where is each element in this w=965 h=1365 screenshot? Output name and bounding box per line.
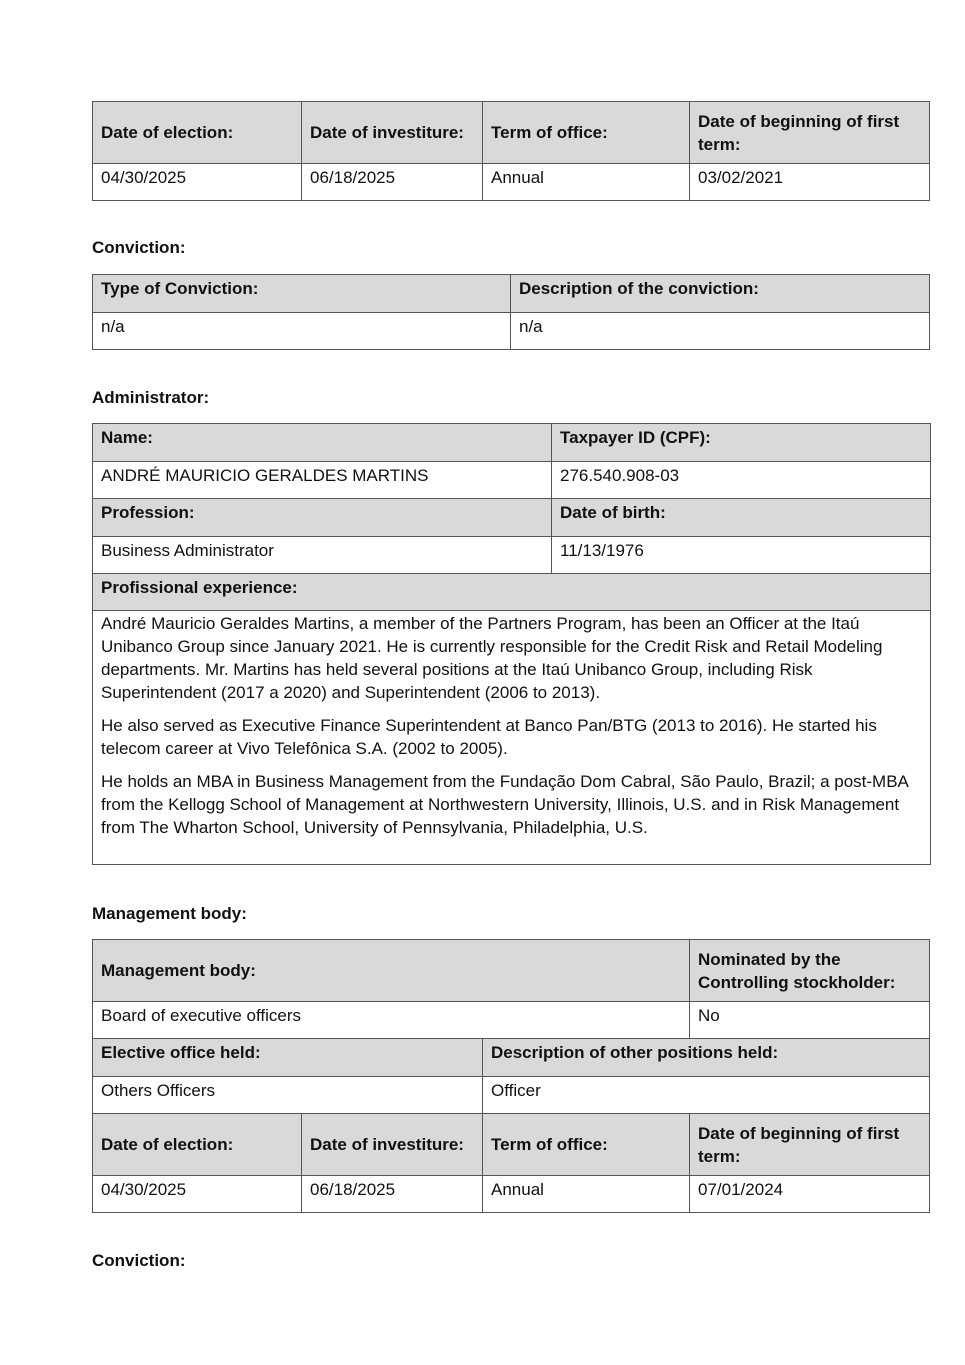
election-date-value: 04/30/2025	[93, 164, 302, 201]
experience-paragraph: He also served as Executive Finance Superintendent at Banco Pan/BTG (2013 to 2016). He started his telecom career at Vivo Telefônica S.A. (2002 to 2005).	[101, 716, 877, 758]
first-term-date-value: 03/02/2021	[690, 164, 930, 201]
date-of-birth-value: 11/13/1976	[552, 537, 931, 574]
first-term-date-value: 07/01/2024	[690, 1176, 930, 1213]
investiture-date-value: 06/18/2025	[302, 1176, 483, 1213]
election-date-value: 04/30/2025	[93, 1176, 302, 1213]
conviction-section-label: Conviction:	[92, 1251, 186, 1270]
term-table-1	[92, 101, 930, 201]
management-table	[92, 939, 930, 1213]
cpf-header: Taxpayer ID (CPF):	[552, 424, 931, 462]
conviction-type-header: Type of Conviction:	[93, 275, 511, 313]
management-body-value: Board of executive officers	[93, 1002, 690, 1039]
management-section-label: Management body:	[92, 904, 247, 923]
experience-text	[93, 611, 931, 865]
conviction-section-label: Conviction:	[92, 238, 186, 257]
elective-office-header: Elective office held:	[93, 1039, 483, 1077]
date-of-birth-header: Date of birth:	[552, 499, 931, 537]
election-date-header: Date of election:	[93, 102, 302, 164]
election-date-header: Date of election:	[93, 1114, 302, 1176]
conviction-table	[92, 274, 930, 350]
management-body-header: Management body:	[93, 940, 690, 1002]
name-header: Name:	[93, 424, 552, 462]
term-of-office-header: Term of office:	[483, 102, 690, 164]
experience-paragraph: André Mauricio Geraldes Martins, a member of the Partners Program, has been an Officer at the Itaú Unibanco Group since January 2021. He is currently responsible for the Credit Risk and Retail Modeling departments. Mr. Martins has held several positions at the Itaú Unibanco Group, including Risk Superintendent (2017 a 2020) and Superintendent (2006 to 2013).	[101, 614, 883, 702]
conviction-type-value: n/a	[93, 313, 511, 350]
nominated-header: Nominated by the Controlling stockholder:	[690, 940, 930, 1002]
term-of-office-header: Term of office:	[483, 1114, 690, 1176]
other-positions-value: Officer	[483, 1077, 930, 1114]
profession-value: Business Administrator	[93, 537, 552, 574]
other-positions-header: Description of other positions held:	[483, 1039, 930, 1077]
investiture-date-value: 06/18/2025	[302, 164, 483, 201]
conviction-description-header: Description of the conviction:	[511, 275, 930, 313]
administrator-table	[92, 423, 931, 865]
first-term-date-header: Date of beginning of first term:	[690, 102, 930, 164]
administrator-section-label: Administrator:	[92, 388, 210, 407]
experience-paragraph: He holds an MBA in Business Management from the Fundação Dom Cabral, São Paulo, Brazil; a post-MBA from the Kellogg School of Management at Northwestern University, Illinois, U.S. and in Risk Management from The Wharton School, University of Pennsylvania, Philadelphia, U.S.	[101, 772, 908, 837]
term-of-office-value: Annual	[483, 164, 690, 201]
conviction-description-value: n/a	[511, 313, 930, 350]
cpf-value: 276.540.908-03	[552, 462, 931, 499]
name-value: ANDRÉ MAURICIO GERALDES MARTINS	[93, 462, 552, 499]
first-term-date-header: Date of beginning of first term:	[690, 1114, 930, 1176]
investiture-date-header: Date of investiture:	[302, 102, 483, 164]
term-of-office-value: Annual	[483, 1176, 690, 1213]
experience-header: Profissional experience:	[93, 574, 931, 611]
profession-header: Profession:	[93, 499, 552, 537]
elective-office-value: Others Officers	[93, 1077, 483, 1114]
investiture-date-header: Date of investiture:	[302, 1114, 483, 1176]
nominated-value: No	[690, 1002, 930, 1039]
